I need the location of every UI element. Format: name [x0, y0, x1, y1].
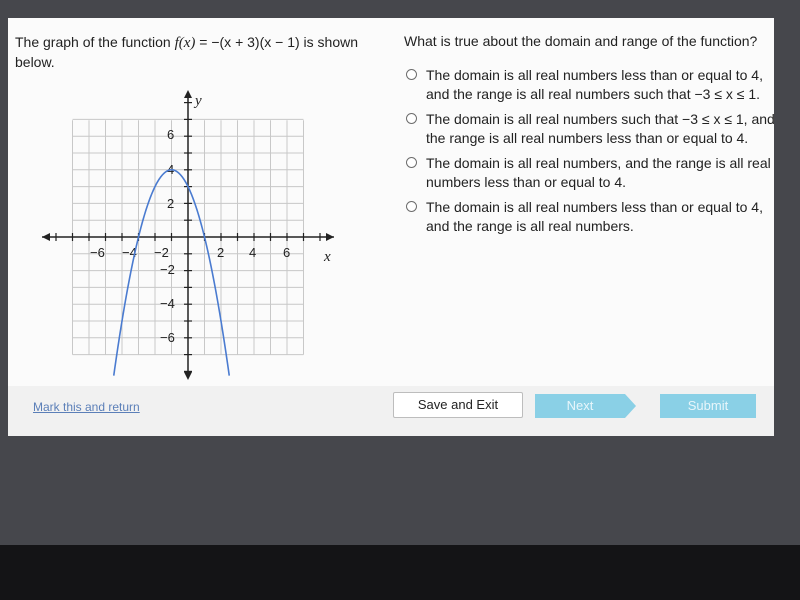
save-and-exit-button[interactable]: Save and Exit	[393, 392, 523, 418]
prompt-prefix: The graph of the function	[15, 34, 175, 50]
x-tick-label: −6	[90, 245, 105, 260]
radio-button[interactable]	[406, 201, 417, 212]
x-tick-label: 4	[249, 245, 257, 260]
answer-option[interactable]	[406, 66, 776, 104]
y-tick-label: 6	[167, 127, 175, 142]
y-tick-label: −2	[160, 262, 175, 277]
x-axis-left-arrow	[42, 233, 50, 241]
x-axis-right-arrow	[326, 233, 334, 241]
y-tick-label: −4	[160, 296, 175, 311]
function-name: f(x)	[174, 35, 196, 51]
y-axis-up-arrow	[184, 90, 192, 98]
option-text: The domain is all real numbers such that −3 ≤ x ≤ 1, and the range is all real numbers less than or equal to 4.	[426, 111, 775, 146]
question-content	[8, 18, 774, 386]
x-tick-label: −4	[122, 245, 137, 260]
mark-and-return-link[interactable]: Mark this and return	[33, 400, 140, 414]
answer-option[interactable]	[406, 198, 776, 236]
option-text: The domain is all real numbers less than or equal to 4, and the range is all real numbers.	[426, 199, 763, 234]
x-tick-label: 2	[217, 245, 225, 260]
y-axis-down-arrow	[184, 372, 192, 380]
monitor-bezel	[0, 545, 800, 600]
option-text: The domain is all real numbers, and the range is all real numbers less than or equal to 4.	[426, 155, 771, 190]
radio-button[interactable]	[406, 69, 417, 80]
next-arrow-icon	[625, 394, 636, 418]
answer-options	[406, 66, 776, 242]
y-axis-label: y	[195, 93, 202, 109]
question-title: What is true about the domain and range of the function?	[404, 33, 758, 49]
x-tick-label: 6	[283, 245, 291, 260]
option-text: The domain is all real numbers less than or equal to 4, and the range is all real numbers such that −3 ≤ x ≤ 1.	[426, 67, 763, 102]
radio-button[interactable]	[406, 157, 417, 168]
x-tick-label: −2	[154, 245, 169, 260]
submit-button[interactable]: Submit	[660, 394, 756, 418]
y-tick-label: −6	[160, 330, 175, 345]
answer-option[interactable]	[406, 110, 776, 148]
footer-bar	[8, 386, 774, 436]
y-tick-label: 2	[167, 196, 175, 211]
x-axis-label: x	[324, 249, 331, 265]
radio-button[interactable]	[406, 113, 417, 124]
next-button[interactable]: Next	[535, 394, 625, 418]
prompt-equation: = −(x + 3)(x − 1) is shown below.	[15, 34, 359, 70]
question-panel	[8, 18, 774, 436]
y-tick-label: 4	[167, 162, 175, 177]
answer-option[interactable]	[406, 154, 776, 192]
